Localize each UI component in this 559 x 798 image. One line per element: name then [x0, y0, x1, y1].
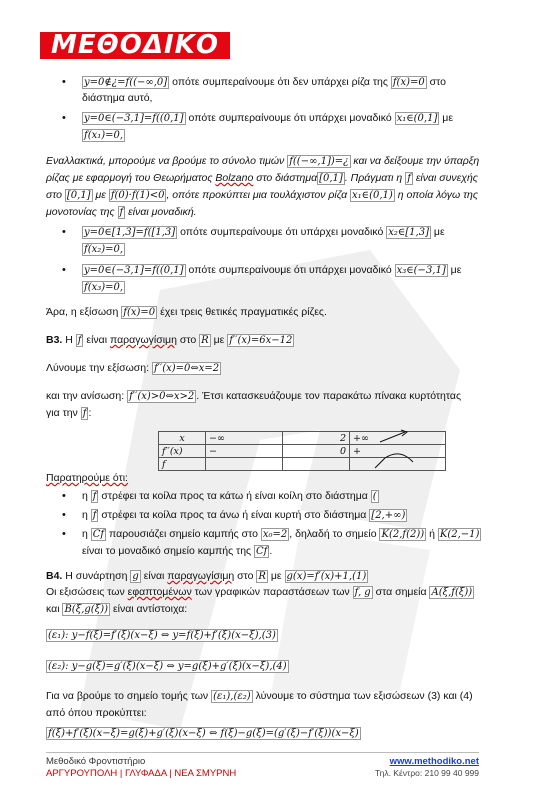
- text-fragment: x₂∈[1,3]: [388, 227, 429, 238]
- bullet-dot: •: [62, 490, 66, 502]
- text-fragment: των γραφικών παραστάσεων των: [194, 586, 350, 598]
- text-fragment: για την: [46, 407, 78, 419]
- bullet-dot: •: [62, 509, 66, 521]
- text-fragment: K(2,f(2)): [381, 529, 425, 540]
- text-fragment: οπότε συμπεραίνουμε ότι υπάρχει μοναδικό: [188, 264, 392, 276]
- footer-link[interactable]: www.methodiko.net: [389, 756, 479, 767]
- footer-areas: ΑΡΓΥΡΟΥΠΟΛΗ | ΓΛΥΦΑΔΑ | ΝΕΑ ΣΜΥΡΝΗ: [46, 768, 237, 779]
- text-fragment: Η: [65, 334, 73, 346]
- text-fragment: με: [433, 226, 445, 238]
- text-fragment: εφαπτομένων: [127, 586, 192, 598]
- table-cell: −∞: [206, 432, 283, 445]
- inequality-line: [46, 390, 461, 403]
- text-fragment: B4.: [46, 570, 63, 582]
- text-fragment: στο: [46, 189, 62, 201]
- text-fragment: με: [95, 189, 106, 201]
- bullet-dot: •: [62, 112, 66, 124]
- text-fragment: . Πράγματι η: [344, 172, 403, 184]
- text-fragment: , οπότε προκύπτει μια τουλάχιστον ρίζα: [166, 189, 348, 201]
- text-fragment: f, g: [354, 587, 371, 598]
- bullet-text: οπότε συμπεραίνουμε ότι υπάρχει μοναδικό: [188, 112, 392, 124]
- b4-line: από όπου προκύπτει:: [46, 707, 147, 719]
- text-fragment: f(0)·f(1)<0: [110, 190, 165, 201]
- text-fragment: στρέφει τα κοίλα προς τα άνω ή είναι κυρτή στο διάστημα: [101, 509, 367, 521]
- text-fragment: Άρα, η εξίσωση: [46, 306, 119, 318]
- text-fragment: R: [201, 335, 209, 346]
- text-fragment: ή: [429, 528, 435, 540]
- bullet-line: [82, 226, 445, 239]
- text-fragment: K(2,−1): [439, 529, 480, 540]
- methodiko-logo: ΜΕΘΟΔΙΚΟ: [40, 32, 230, 59]
- inequality-line-2: [46, 407, 91, 420]
- text-fragment: B3.: [46, 334, 63, 346]
- text-fragment: στο διάστημα: [256, 172, 318, 184]
- text-fragment: είναι μοναδική.: [128, 206, 197, 218]
- curve-arrows-icon: [365, 428, 445, 473]
- text-fragment: Οι εξισώσεις των: [46, 586, 125, 598]
- paragraph-line: [46, 172, 478, 185]
- text-fragment: x₁∈(0,1): [352, 190, 393, 201]
- text-fragment: Για να βρούμε το σημείο τομής των: [46, 690, 209, 702]
- text-fragment: x₃∈(−3,1]: [396, 265, 446, 276]
- bullet-dot: •: [62, 226, 66, 238]
- text-fragment: (ε₂): y−g(ξ)=g′(ξ)(x−ξ) ⇔ y=g(ξ)+g′(ξ)(x−ξ),(4): [48, 661, 287, 672]
- paragraph-line: [46, 189, 478, 202]
- bullet-dot: •: [62, 528, 66, 540]
- text-fragment: [0,1]: [66, 190, 91, 201]
- text-fragment: παρουσιάζει σημείο καμπής στο: [109, 528, 258, 540]
- bullet-dot: •: [62, 76, 66, 88]
- text-fragment: :: [88, 407, 92, 419]
- text-fragment: στρέφει τα κοίλα προς τα κάτω ή είναι κοίλη στο διάστημα: [101, 490, 368, 502]
- solve-line: [46, 362, 221, 375]
- text-fragment: y=0∈[1,3]=f([1,3]: [84, 227, 176, 238]
- text-fragment: (: [372, 491, 377, 502]
- text-fragment: με: [270, 570, 282, 582]
- observe-item: [82, 509, 407, 522]
- text-fragment: έχει τρεις θετικές πραγματικές ρίζες.: [160, 306, 327, 318]
- text-fragment: R: [258, 571, 266, 582]
- text-fragment: Bolzano: [215, 172, 254, 184]
- text-fragment: στο: [179, 334, 197, 346]
- observe-title: Παρατηρούμε ότι:: [46, 472, 128, 484]
- b4-line: [46, 603, 187, 616]
- text-fragment: οπότε συμπεραίνουμε ότι υπάρχει μοναδικό: [180, 226, 384, 238]
- text-fragment: , δηλαδή το σημείο: [289, 528, 377, 540]
- text-fragment: Η συνάρτηση: [65, 570, 128, 582]
- text-fragment: g: [132, 571, 139, 582]
- table-cell: [283, 458, 350, 471]
- text-fragment: με: [213, 334, 225, 346]
- text-fragment: η: [82, 528, 88, 540]
- text-fragment: (ε₁),(ε₂): [213, 691, 251, 702]
- bullet-dot: •: [62, 264, 66, 276]
- text-fragment: f(x₃)=0,: [84, 282, 124, 293]
- bullet-line-2: [82, 281, 125, 294]
- text-fragment: f(x)=0: [123, 307, 156, 318]
- text-fragment: η: [82, 509, 88, 521]
- text-fragment: f(x₂)=0,: [84, 244, 124, 255]
- text-fragment: Cf: [256, 546, 268, 557]
- text-fragment: είναι το μοναδικό σημείο καμπής της: [82, 545, 252, 557]
- table-cell: f′′(x): [159, 445, 206, 458]
- bullet-line-2: [82, 129, 125, 142]
- paragraph-line: [46, 206, 197, 219]
- text-fragment: Εναλλακτικά, μπορούμε να βρούμε το σύνολο τιμών: [46, 155, 285, 167]
- text-fragment: .: [269, 545, 273, 557]
- math-expression: f(x₁)=0,: [84, 130, 124, 141]
- equation-3: [46, 727, 361, 740]
- table-cell: f: [159, 458, 206, 471]
- observe-item: [82, 490, 379, 503]
- math-expression: f(x)=0: [392, 77, 425, 88]
- text-fragment: f: [77, 335, 82, 346]
- bullet-line: [82, 264, 461, 277]
- math-expression: x₁∈(0,1]: [396, 113, 438, 124]
- table-cell: +∞: [350, 432, 446, 445]
- b4-line: [46, 586, 474, 599]
- text-fragment: B(ξ,g(ξ)): [64, 604, 109, 615]
- text-fragment: και την ανίσωση:: [46, 390, 125, 402]
- text-fragment: f′′(x)>0⇔x>2: [129, 391, 195, 402]
- observe-item-2: [82, 545, 272, 558]
- footer-phone: Τηλ. Κέντρο: 210 99 40 999: [375, 768, 479, 778]
- text-fragment: στα σημεία: [375, 586, 427, 598]
- text-fragment: (ε₁): y−f(ξ)=f′(ξ)(x−ξ) ⇔ y=f(ξ)+f′(ξ)(x−ξ),(3): [48, 630, 276, 641]
- text-fragment: Λύνουμε την εξίσωση:: [46, 362, 150, 374]
- equation-2: [46, 660, 289, 673]
- bullet-line-2: [82, 243, 125, 256]
- text-fragment: είναι αντίστοιχα:: [112, 603, 188, 615]
- text-fragment: παραγωγίσιμη: [167, 570, 235, 582]
- math-expression: y=0∈(−3,1]=f((0,1]: [84, 113, 184, 124]
- text-fragment: f(ξ)+f′(ξ)(x−ξ)=g(ξ)+g′(ξ)(x−ξ) ⇔ f(ξ)−g(ξ)=(g′(ξ)−f′(ξ))(x−ξ): [48, 728, 359, 739]
- text-fragment: f((−∞,1])=¿: [289, 156, 349, 167]
- math-expression: y=0∉¿=f((−∞,0]: [84, 77, 168, 88]
- text-fragment: y=0∈(−3,1]=f((0,1]: [84, 265, 184, 276]
- table-cell: x: [159, 432, 206, 445]
- text-fragment: παραγωγίσιμη: [110, 334, 177, 346]
- table-cell: −: [206, 445, 283, 458]
- text-fragment: . Έτσι κατασκευάζουμε τον παρακάτω πίνακα κυρτότητας: [196, 390, 462, 402]
- text-fragment: f: [119, 207, 124, 218]
- text-fragment: η: [82, 490, 88, 502]
- text-fragment: [2,+∞): [371, 510, 406, 521]
- text-fragment: f′′(x)=6x−12: [229, 335, 293, 346]
- b4-heading: [46, 570, 368, 583]
- text-fragment: Cf: [92, 529, 105, 540]
- b3-heading: [46, 334, 294, 347]
- text-fragment: λύνουμε το σύστημα των εξισώσεων (3) και (4): [255, 690, 473, 702]
- equation-1: [46, 629, 278, 642]
- bullet-line: [82, 112, 453, 125]
- text-fragment: f′′(x)=0⇔x=2: [153, 363, 220, 374]
- table-cell: 0: [283, 445, 350, 458]
- text-fragment: f: [92, 491, 97, 502]
- text-fragment: με: [450, 264, 462, 276]
- bullet-line: [82, 76, 446, 89]
- bullet-text: με: [442, 112, 454, 124]
- bullet-line-2: διάστημα αυτό,: [82, 92, 153, 104]
- text-fragment: η οποία λόγω της: [397, 189, 478, 201]
- footer-name: Μεθοδικό Φροντιστήριο: [46, 756, 146, 767]
- conclusion-line: [46, 306, 327, 319]
- bullet-text: οπότε συμπεραίνουμε ότι δεν υπάρχει ρίζα της: [172, 76, 388, 88]
- table-cell: [206, 458, 283, 471]
- text-fragment: στο: [237, 570, 254, 582]
- text-fragment: ρίζας με εφαρμογή του Θεωρήματος: [46, 172, 213, 184]
- text-fragment: f: [82, 408, 87, 419]
- text-fragment: [0,1]: [319, 173, 343, 184]
- text-fragment: είναι συνεχής: [415, 172, 478, 184]
- text-fragment: f: [407, 173, 411, 184]
- observe-item: [82, 528, 481, 541]
- text-fragment: x₀=2: [262, 529, 288, 540]
- text-fragment: είναι: [86, 334, 108, 346]
- text-fragment: μονοτονίας της: [46, 206, 115, 218]
- text-fragment: και να δείξουμε την ύπαρξη: [353, 155, 480, 167]
- text-fragment: f: [92, 510, 97, 521]
- table-cell: +: [350, 445, 446, 458]
- table-cell: 2: [283, 432, 350, 445]
- paragraph-line: [46, 155, 479, 168]
- text-fragment: και: [46, 603, 60, 615]
- text-fragment: A(ξ,f(ξ)): [431, 587, 473, 598]
- text-fragment: είναι: [143, 570, 165, 582]
- b4-line: [46, 690, 473, 703]
- bullet-text: στο: [429, 76, 446, 88]
- text-fragment: g(x)=f′(x)+1,(1): [286, 571, 367, 582]
- footer-divider: [46, 752, 479, 753]
